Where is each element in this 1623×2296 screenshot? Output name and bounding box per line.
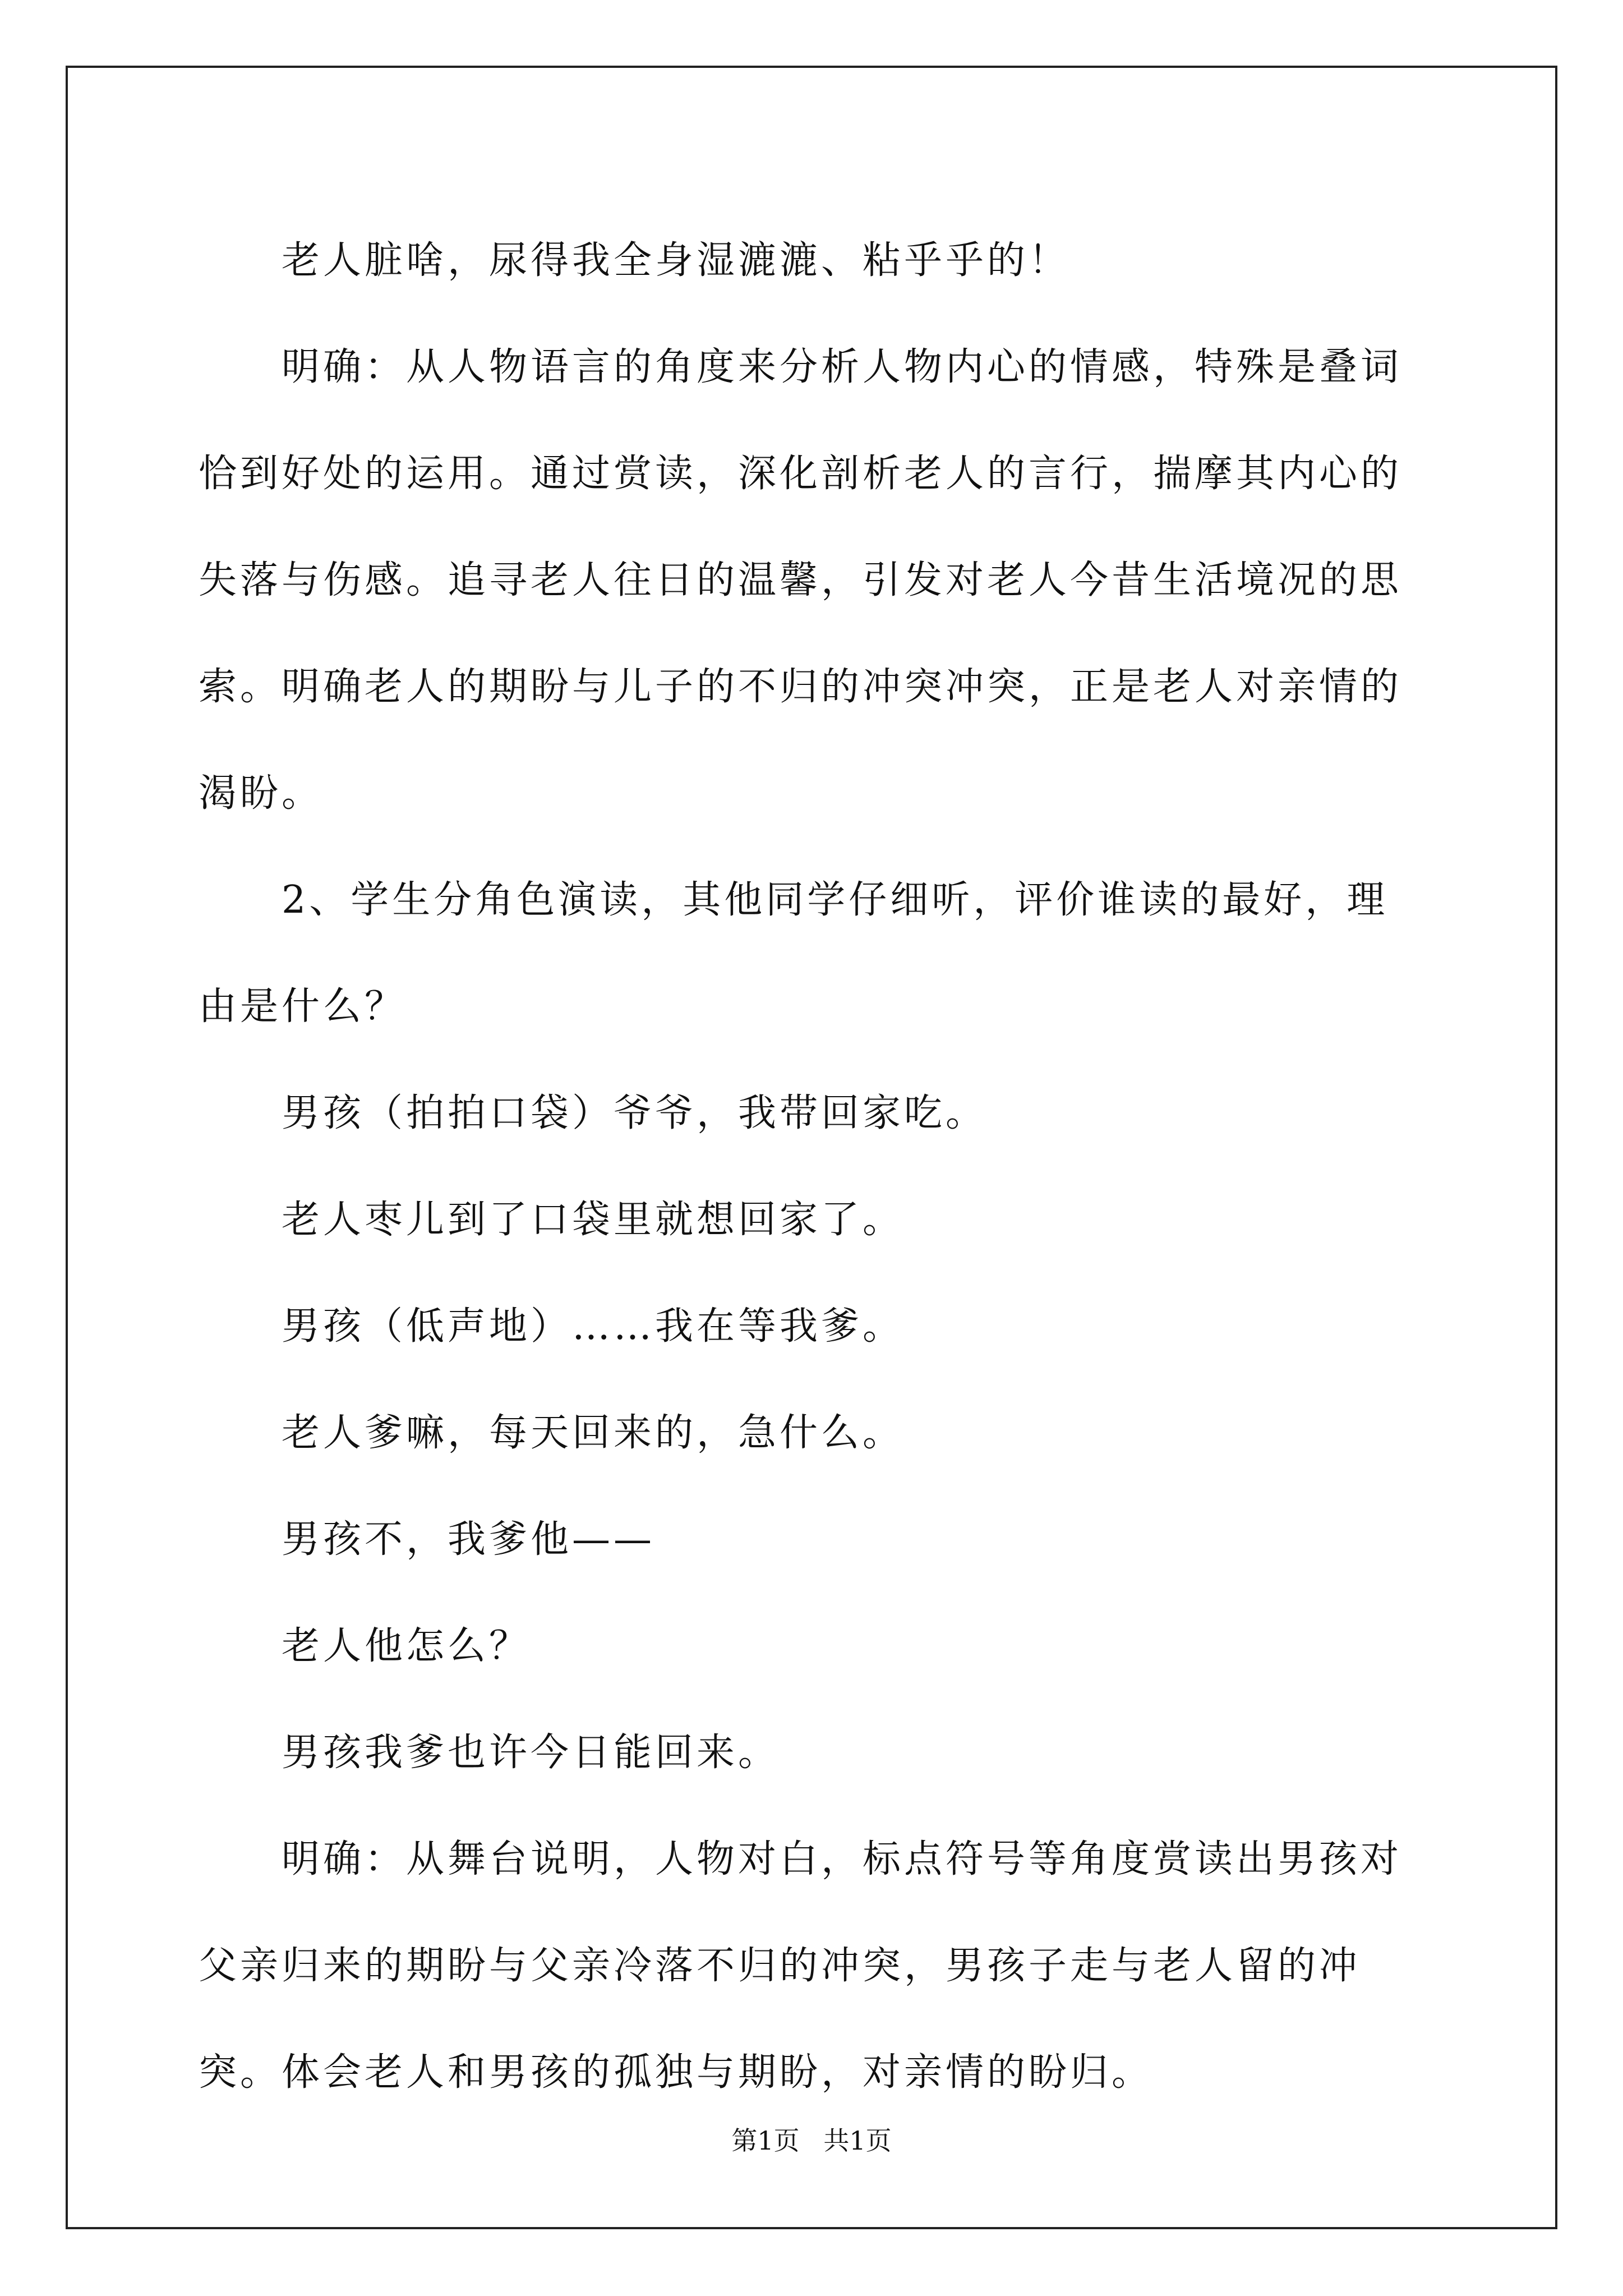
- document-body: [199, 208, 1427, 2126]
- paragraph-5: 老人枣儿到了口袋里就想回家了。: [282, 1198, 905, 1242]
- paragraph-7: 老人爹嘛，每天回来的，急什么。: [282, 1411, 905, 1455]
- page-number: 第1页: [731, 2125, 800, 2156]
- paragraph-1: 老人脏啥，尿得我全身湿漉漉、粘乎乎的！: [282, 238, 1071, 283]
- paragraph-8: 男孩不，我爹他——: [282, 1517, 656, 1562]
- paragraph-10: 男孩我爹也许今日能回来。: [282, 1731, 780, 1775]
- page-footer: [0, 2124, 1623, 2157]
- paragraph-2: 明确：从人物语言的角度来分析人物内心的情感，特殊是叠词恰到好处的运用。通过赏读，深化剖析老人的言行，揣摩其内心的失落与伤感。追寻老人往日的温馨，引发对老人今昔生活境况的思索。明确老人的期盼与儿子的不归的冲突冲突，正是老人对亲情的渴盼。: [199, 345, 1403, 816]
- paragraph-3: 2、学生分角色演读，其他同学仔细听，评价谁读的最好，理由是什么？: [199, 878, 1389, 1029]
- paragraph-6: 男孩（低声地）……我在等我爹。: [282, 1304, 905, 1349]
- paragraph-11: 明确：从舞台说明，人物对白，标点符号等角度赏读出男孩对父亲归来的期盼与父亲冷落不归的冲突，男孩子走与老人留的冲突。体会老人和男孩的孤独与期盼，对亲情的盼归。: [199, 1837, 1403, 2095]
- page-total: 共1页: [823, 2125, 892, 2156]
- paragraph-9: 老人他怎么？: [282, 1624, 531, 1668]
- paragraph-4: 男孩（拍拍口袋）爷爷，我带回家吃。: [282, 1091, 988, 1135]
